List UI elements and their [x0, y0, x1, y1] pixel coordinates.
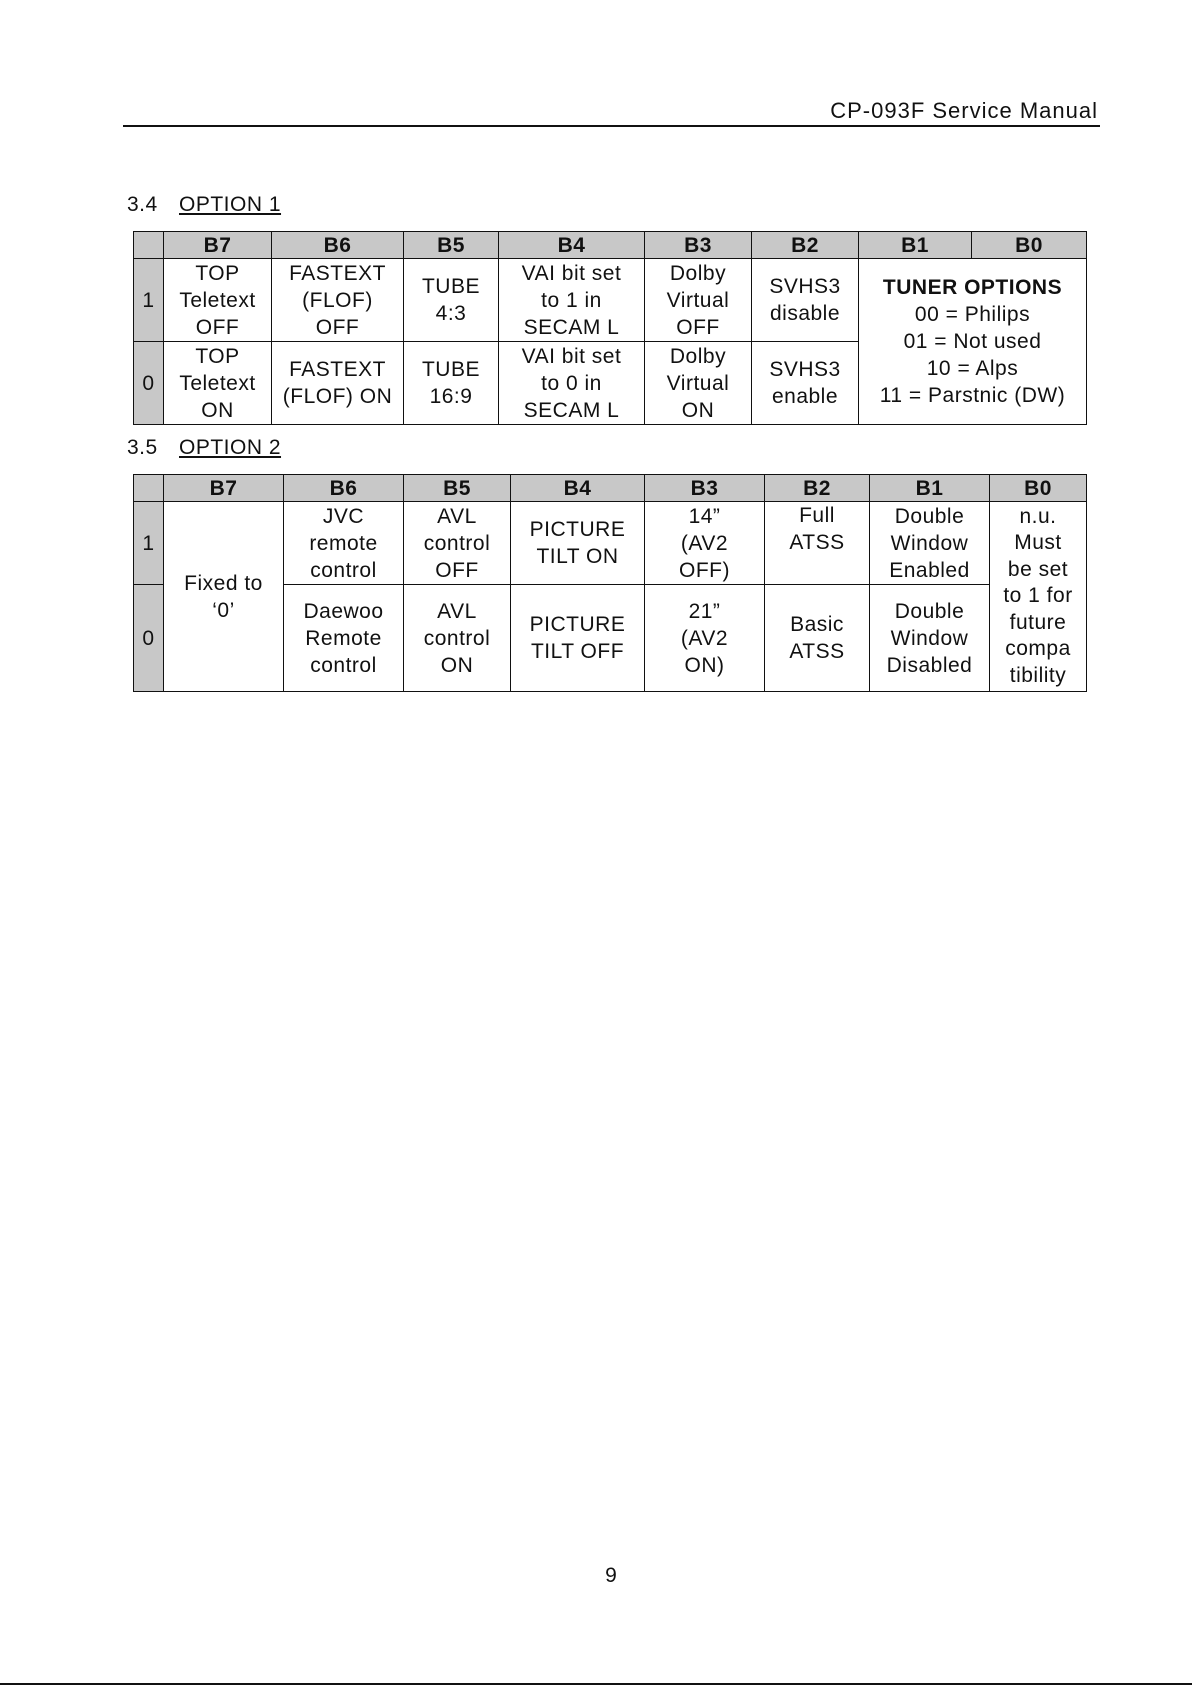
header-rule	[123, 125, 1100, 127]
cell-line: to 1 in	[541, 288, 602, 312]
column-header: B2	[752, 232, 859, 259]
cell-line: Double	[894, 599, 965, 623]
tuner-options-cell	[859, 259, 1087, 425]
cell-line: enable	[771, 385, 839, 408]
cell-line: remote	[309, 531, 378, 555]
section-title-option1	[127, 193, 281, 217]
cell-line: Teletext	[179, 288, 256, 312]
section-number: 3.4	[127, 193, 158, 216]
table-cell	[404, 259, 499, 342]
column-header: B0	[972, 232, 1087, 259]
header-title: CP-093F Service Manual	[830, 98, 1098, 123]
cell-line: JVC	[322, 504, 365, 528]
cell-line: VAI bit set	[521, 261, 622, 285]
cell-line: ‘0’	[212, 598, 235, 622]
cell-line: OFF	[315, 315, 360, 339]
cell-line: SECAM L	[523, 315, 620, 339]
cell-line: TUBE	[421, 358, 480, 381]
table-cell	[765, 502, 870, 585]
cell-line: TILT OFF	[530, 640, 625, 663]
cell-line: Dolby	[669, 344, 727, 368]
table-corner	[134, 232, 164, 259]
table-cell	[404, 342, 499, 425]
fixed-to-zero-cell	[164, 502, 284, 692]
table-cell	[511, 502, 645, 585]
table-cell	[752, 259, 859, 342]
table-cell	[765, 585, 870, 692]
section-label: OPTION 2	[179, 436, 282, 459]
cell-line: SVHS3	[769, 358, 841, 381]
column-header: B3	[645, 232, 752, 259]
cell-line: ATSS	[789, 531, 845, 554]
cell-line: OFF	[195, 315, 240, 339]
cell-line: 4:3	[435, 302, 467, 325]
table-cell	[272, 342, 404, 425]
table-cell	[404, 585, 511, 692]
table-cell	[284, 585, 404, 692]
cell-line: be set	[1007, 557, 1069, 581]
table-header-row	[134, 232, 1087, 259]
table-cell	[404, 502, 511, 585]
cell-line: Dolby	[669, 261, 727, 285]
column-header: B4	[499, 232, 645, 259]
cell-line: VAI bit set	[521, 344, 622, 368]
column-header: B7	[164, 232, 272, 259]
cell-line: 01 = Not used	[903, 330, 1042, 353]
cell-line: control	[423, 626, 491, 650]
cell-line: to 0 in	[541, 371, 602, 395]
not-used-cell	[990, 502, 1087, 692]
cell-line: SVHS3	[769, 275, 841, 298]
section-number: 3.5	[127, 436, 158, 459]
option2-table	[133, 474, 1087, 692]
table-header-row	[134, 475, 1087, 502]
column-header: B7	[164, 475, 284, 502]
cell-line: 16:9	[429, 385, 473, 408]
cell-line: Remote	[305, 626, 382, 650]
cell-line: FASTEXT	[289, 358, 386, 381]
table-corner	[134, 475, 164, 502]
cell-line: PICTURE	[529, 518, 626, 541]
option1-table	[133, 231, 1087, 425]
cell-line: 00 = Philips	[914, 303, 1031, 326]
table-cell	[164, 259, 272, 342]
cell-line: disable	[769, 302, 841, 325]
table-cell	[499, 259, 645, 342]
cell-line: ON	[440, 653, 474, 677]
table-cell	[511, 585, 645, 692]
cell-line: 10 = Alps	[926, 357, 1019, 380]
row-label: 1	[134, 259, 164, 342]
cell-line: Basic	[790, 613, 844, 636]
cell-line: Fixed to	[184, 571, 263, 595]
page-number: 9	[605, 1564, 617, 1587]
table-cell	[645, 585, 765, 692]
cell-line: ON	[681, 398, 715, 422]
column-header: B2	[765, 475, 870, 502]
table-cell	[752, 342, 859, 425]
row-label: 0	[134, 585, 164, 692]
cell-line: TOP	[195, 344, 240, 368]
cell-line: TOP	[195, 261, 240, 285]
cell-line: TUBE	[421, 275, 480, 298]
column-header: B1	[870, 475, 990, 502]
table-cell	[645, 502, 765, 585]
table-cell	[645, 259, 752, 342]
cell-line: Daewoo	[303, 599, 384, 623]
cell-line: AVL	[437, 504, 477, 528]
cell-line: OFF)	[679, 558, 730, 582]
section-title-option2	[127, 436, 281, 460]
table-cell	[272, 259, 404, 342]
cell-line: 14”	[688, 504, 721, 528]
cell-line: Virtual	[666, 288, 730, 312]
cell-line: control	[423, 531, 491, 555]
table-row	[134, 259, 1087, 342]
column-header: B4	[511, 475, 645, 502]
cell-line: Teletext	[179, 371, 256, 395]
cell-line: to 1 for	[1003, 584, 1073, 608]
cell-line: Disabled	[886, 653, 973, 677]
column-header: B0	[990, 475, 1087, 502]
cell-line: n.u.	[1019, 504, 1057, 528]
cell-line: (AV2	[680, 626, 729, 650]
cell-line: Virtual	[666, 371, 730, 395]
cell-line: PICTURE	[529, 613, 626, 636]
table-cell	[870, 502, 990, 585]
cell-line: Window	[890, 531, 969, 555]
cell-line: Double	[894, 504, 965, 528]
cell-line: control	[310, 653, 377, 677]
table-cell	[164, 342, 272, 425]
column-header: B5	[404, 475, 511, 502]
table-cell	[870, 585, 990, 692]
row-label: 1	[134, 502, 164, 585]
cell-line: (FLOF) ON	[282, 385, 393, 408]
table-cell	[499, 342, 645, 425]
cell-line: control	[310, 558, 377, 582]
cell-line: SECAM L	[523, 398, 620, 422]
table-row	[134, 502, 1087, 585]
table-cell	[284, 502, 404, 585]
cell-line: ATSS	[789, 640, 845, 663]
column-header: B5	[404, 232, 499, 259]
cell-line: Must	[1014, 531, 1062, 555]
cell-line: TILT ON	[536, 545, 619, 568]
column-header: B3	[645, 475, 765, 502]
cell-line: Full	[799, 504, 835, 527]
column-header: B6	[272, 232, 404, 259]
cell-line: (AV2	[680, 531, 729, 555]
cell-line: 11 = Parstnic (DW)	[879, 384, 1066, 407]
row-label: 0	[134, 342, 164, 425]
cell-line: Window	[890, 626, 969, 650]
tuner-options-title: TUNER OPTIONS	[882, 276, 1063, 299]
cell-line: future	[1009, 610, 1067, 634]
cell-line: (FLOF)	[302, 288, 373, 312]
cell-line: ON	[201, 398, 234, 422]
cell-line: OFF	[676, 315, 720, 339]
cell-line: Enabled	[889, 558, 970, 582]
column-header: B1	[859, 232, 972, 259]
cell-line: ON)	[684, 653, 725, 677]
cell-line: AVL	[437, 599, 477, 623]
cell-line: FASTEXT	[289, 261, 386, 285]
cell-line: OFF	[435, 558, 479, 582]
table-cell	[645, 342, 752, 425]
cell-line: tibility	[1009, 663, 1067, 687]
cell-line: 21”	[688, 599, 721, 623]
column-header: B6	[284, 475, 404, 502]
cell-line: compa	[1005, 637, 1071, 661]
section-label: OPTION 1	[179, 193, 282, 216]
